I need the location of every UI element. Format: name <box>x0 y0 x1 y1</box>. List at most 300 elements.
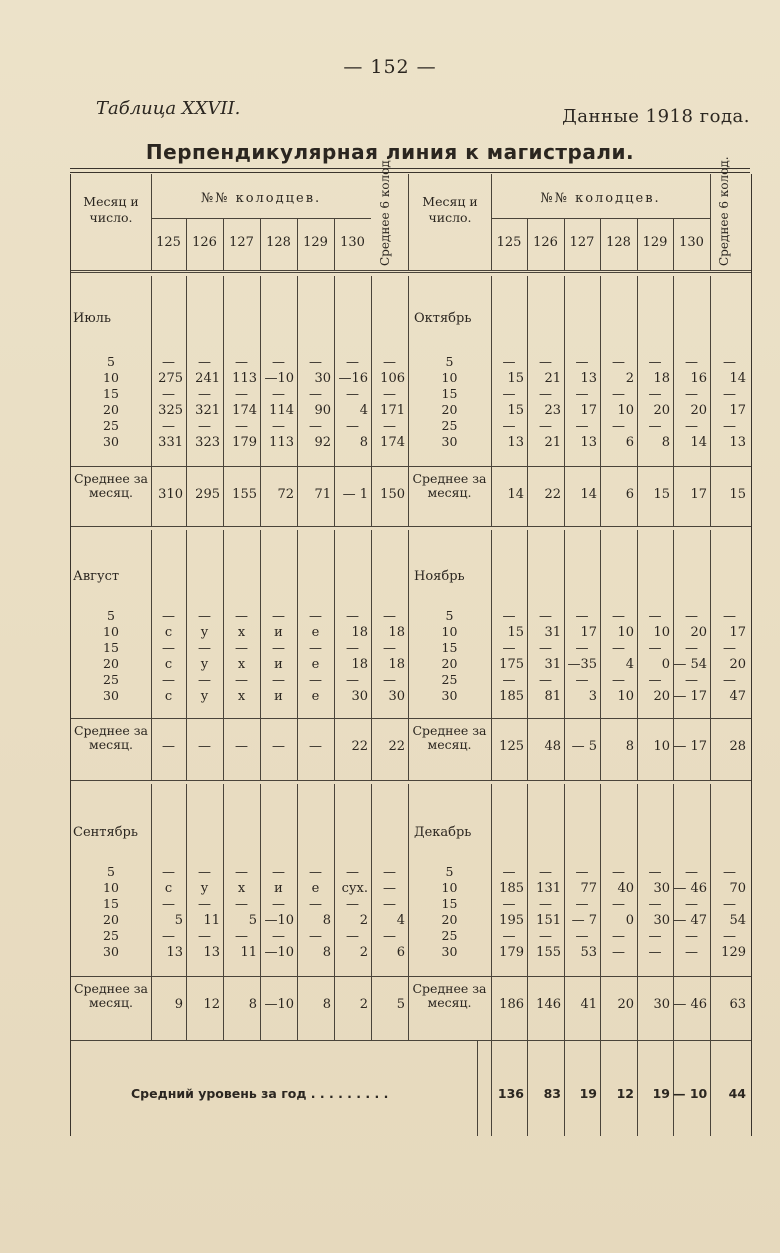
value-cell: с <box>164 657 173 672</box>
empty-cell: — <box>575 419 589 434</box>
well-number-header: 125 <box>156 235 181 250</box>
average-value: — 1 <box>342 487 368 502</box>
average-row-label: Среднее за месяц. <box>412 981 487 1011</box>
value-cell: 14 <box>690 435 707 450</box>
empty-cell: — <box>685 673 698 688</box>
empty-cell: — <box>383 673 396 688</box>
empty-cell: — <box>162 929 175 944</box>
top-rule <box>70 168 750 169</box>
empty-cell: — <box>198 929 211 944</box>
value-cell: 17 <box>729 403 746 418</box>
day-label: 5 <box>107 864 115 879</box>
empty-cell: — <box>539 609 552 624</box>
day-label: 10 <box>441 880 458 895</box>
empty-cell: — <box>383 419 396 434</box>
empty-cell: — <box>539 387 552 402</box>
value-cell: 8 <box>661 435 670 450</box>
well-number-header: 127 <box>229 235 254 250</box>
average-value: 186 <box>499 997 524 1012</box>
average-value: 2 <box>359 997 368 1012</box>
average-value: 41 <box>580 997 597 1012</box>
value-cell: 13 <box>203 945 220 960</box>
value-cell: 2 <box>359 913 368 928</box>
day-label: 20 <box>103 656 119 671</box>
value-cell: 20 <box>653 403 670 418</box>
month-name: Сентябрь <box>73 825 138 840</box>
empty-cell: — <box>235 897 248 912</box>
empty-cell: — <box>235 673 248 688</box>
empty-cell: — <box>198 897 211 912</box>
value-cell: 0 <box>625 913 634 928</box>
value-cell: 11 <box>203 913 220 928</box>
average-row-top-rule <box>71 718 751 719</box>
value-cell: 331 <box>158 435 183 450</box>
empty-cell: — <box>723 897 736 912</box>
average-value: 15 <box>653 487 670 502</box>
value-cell: 114 <box>269 403 294 418</box>
value-cell: —10 <box>264 913 294 928</box>
value-cell: — 54 <box>673 657 707 672</box>
empty-cell: — <box>685 387 698 402</box>
well-number-header: 125 <box>496 235 522 250</box>
empty-cell: — <box>235 387 248 402</box>
summary-value: 12 <box>616 1086 634 1101</box>
value-cell: 13 <box>580 435 597 450</box>
summary-value: 136 <box>497 1086 524 1101</box>
empty-cell: — <box>723 929 736 944</box>
empty-cell: — <box>198 387 211 402</box>
well-number-header: 130 <box>340 235 365 250</box>
value-cell: 174 <box>232 403 257 418</box>
average-row-top-rule <box>71 466 751 467</box>
empty-cell: — <box>685 609 698 624</box>
value-cell: 18 <box>388 657 405 672</box>
average-row-label: Среднее за месяц. <box>412 723 487 753</box>
value-cell: 18 <box>351 657 368 672</box>
empty-cell: — <box>346 355 359 370</box>
value-cell: 185 <box>499 689 524 704</box>
empty-cell: — <box>309 641 322 656</box>
empty-cell: — <box>235 641 248 656</box>
empty-cell: — <box>539 641 552 656</box>
well-number-header: 127 <box>569 235 595 250</box>
empty-cell: — <box>685 641 698 656</box>
value-cell: у <box>200 625 209 640</box>
header-column-rule <box>710 174 711 270</box>
month-day-header: Месяц и число. <box>422 194 478 225</box>
header-column-rule <box>491 174 492 270</box>
day-label: 25 <box>441 418 458 433</box>
average-value: 28 <box>729 739 746 754</box>
value-cell: 174 <box>380 435 405 450</box>
value-cell: 151 <box>536 913 561 928</box>
empty-cell: — <box>309 673 322 688</box>
empty-cell: — <box>272 673 285 688</box>
value-cell: 323 <box>195 435 220 450</box>
empty-cell: — <box>723 641 736 656</box>
average-value: 155 <box>232 487 257 502</box>
day-label: 15 <box>103 386 119 401</box>
value-cell: 40 <box>617 881 634 896</box>
well-number-header: 130 <box>679 235 704 250</box>
empty-cell: — <box>648 355 662 370</box>
value-cell: 20 <box>653 689 670 704</box>
empty-cell: — <box>502 865 516 880</box>
empty-cell: — <box>612 387 625 402</box>
day-label: 5 <box>445 608 454 623</box>
empty-cell: — <box>162 739 175 754</box>
day-label: 30 <box>103 688 119 703</box>
empty-cell: — <box>648 641 662 656</box>
value-cell: 4 <box>625 657 634 672</box>
value-cell: 129 <box>721 945 746 960</box>
empty-cell: — <box>612 355 625 370</box>
average-value: 20 <box>617 997 634 1012</box>
average-value: 6 <box>625 487 634 502</box>
month-day-header: Месяц и число. <box>83 194 139 225</box>
day-label: 25 <box>441 928 458 943</box>
wells-group-header: №№ колодцев. <box>540 191 661 206</box>
value-cell: у <box>200 657 209 672</box>
empty-cell: — <box>198 739 211 754</box>
day-label: 15 <box>441 896 458 911</box>
empty-cell: — <box>648 419 662 434</box>
average-value: 14 <box>507 487 524 502</box>
average-value: 72 <box>277 487 294 502</box>
value-cell: 77 <box>580 881 597 896</box>
empty-cell: — <box>539 355 552 370</box>
value-cell: 8 <box>322 913 331 928</box>
empty-cell: — <box>198 419 211 434</box>
value-cell: 10 <box>617 625 634 640</box>
empty-cell: — <box>235 865 248 880</box>
empty-cell: — <box>723 355 736 370</box>
empty-cell: — <box>575 673 589 688</box>
empty-cell: — <box>685 419 698 434</box>
value-cell: 92 <box>314 435 331 450</box>
value-cell: 31 <box>544 657 561 672</box>
value-cell: 23 <box>544 403 561 418</box>
empty-cell: — <box>648 609 662 624</box>
day-label: 10 <box>103 624 119 639</box>
value-cell: 2 <box>625 371 634 386</box>
empty-cell: — <box>272 419 285 434</box>
average-value: 295 <box>195 487 220 502</box>
average-value: — 17 <box>673 739 707 754</box>
value-cell: — 46 <box>673 881 707 896</box>
value-cell: 2 <box>359 945 368 960</box>
value-cell: — 7 <box>571 913 597 928</box>
day-label: 30 <box>441 944 458 959</box>
empty-cell: — <box>309 419 322 434</box>
value-cell: 10 <box>617 403 634 418</box>
empty-cell: — <box>309 609 322 624</box>
average-row-label: Среднее за месяц. <box>412 471 487 501</box>
well-number-header: 129 <box>303 235 328 250</box>
value-cell: е <box>311 657 320 672</box>
month-name: Июль <box>73 311 111 326</box>
value-cell: с <box>164 689 173 704</box>
value-cell: —16 <box>338 371 368 386</box>
empty-cell: — <box>502 897 516 912</box>
empty-cell: — <box>612 419 625 434</box>
empty-cell: — <box>309 897 322 912</box>
empty-cell: — <box>198 355 211 370</box>
empty-cell: — <box>383 865 396 880</box>
empty-cell: — <box>502 673 516 688</box>
value-cell: 8 <box>359 435 368 450</box>
empty-cell: — <box>539 897 552 912</box>
summary-value: 83 <box>543 1086 561 1101</box>
value-cell: 106 <box>380 371 405 386</box>
value-cell: х <box>237 625 246 640</box>
empty-cell: — <box>685 945 698 960</box>
day-label: 10 <box>103 880 119 895</box>
empty-cell: — <box>723 865 736 880</box>
value-cell: 171 <box>380 403 405 418</box>
empty-cell: — <box>383 881 396 896</box>
header-bottom-rule-2 <box>71 272 751 273</box>
empty-cell: — <box>346 419 359 434</box>
empty-cell: — <box>346 673 359 688</box>
empty-cell: — <box>309 355 322 370</box>
average-value: 8 <box>248 997 257 1012</box>
value-cell: 17 <box>580 625 597 640</box>
empty-cell: — <box>502 355 516 370</box>
month-name: Ноябрь <box>414 569 465 584</box>
average-value: —10 <box>264 997 294 1012</box>
empty-cell: — <box>612 929 625 944</box>
empty-cell: — <box>162 865 175 880</box>
value-cell: 14 <box>729 371 746 386</box>
value-cell: 21 <box>544 371 561 386</box>
empty-cell: — <box>575 387 589 402</box>
empty-cell: — <box>162 673 175 688</box>
average-column-header: Среднее 6 колод. <box>717 156 731 266</box>
day-label: 25 <box>103 418 119 433</box>
average-value: 71 <box>314 487 331 502</box>
empty-cell: — <box>383 609 396 624</box>
table-name: Таблица XXVII. <box>96 98 241 119</box>
empty-cell: — <box>502 609 516 624</box>
day-label: 15 <box>103 896 119 911</box>
day-label: 15 <box>103 640 119 655</box>
value-cell: 17 <box>729 625 746 640</box>
average-value: 22 <box>388 739 405 754</box>
empty-cell: — <box>502 387 516 402</box>
empty-cell: — <box>235 355 248 370</box>
month-name: Август <box>73 569 120 584</box>
average-row-label: Среднее за месяц. <box>73 723 149 753</box>
value-cell: е <box>311 625 320 640</box>
average-value: 10 <box>653 739 670 754</box>
empty-cell: — <box>648 387 662 402</box>
average-value: 8 <box>625 739 634 754</box>
empty-cell: — <box>648 865 662 880</box>
value-cell: 155 <box>536 945 561 960</box>
day-label: 20 <box>441 912 458 927</box>
empty-cell: — <box>346 929 359 944</box>
value-cell: у <box>200 881 209 896</box>
empty-cell: — <box>685 929 698 944</box>
value-cell: 11 <box>240 945 257 960</box>
value-cell: 6 <box>396 945 405 960</box>
value-cell: —10 <box>264 371 294 386</box>
average-value: 150 <box>380 487 405 502</box>
value-cell: е <box>311 881 320 896</box>
value-cell: 4 <box>396 913 405 928</box>
value-cell: —10 <box>264 945 294 960</box>
day-label: 30 <box>103 944 119 959</box>
empty-cell: — <box>539 419 552 434</box>
value-cell: 20 <box>690 625 707 640</box>
day-label: 5 <box>445 864 454 879</box>
top-rule-2 <box>70 172 750 173</box>
value-cell: х <box>237 657 246 672</box>
value-cell: 10 <box>617 689 634 704</box>
wells-group-rule <box>151 218 371 219</box>
value-cell: 30 <box>653 881 670 896</box>
value-cell: х <box>237 881 246 896</box>
average-value: 17 <box>690 487 707 502</box>
empty-cell: — <box>502 929 516 944</box>
average-value: 146 <box>536 997 561 1012</box>
day-label: 20 <box>441 402 458 417</box>
empty-cell: — <box>383 897 396 912</box>
empty-cell: — <box>612 609 625 624</box>
value-cell: и <box>274 881 283 896</box>
value-cell: 13 <box>729 435 746 450</box>
month-name: Октябрь <box>414 311 472 326</box>
well-number-header: 128 <box>266 235 291 250</box>
average-value: — 5 <box>571 739 597 754</box>
header-bottom-rule <box>71 270 751 271</box>
empty-cell: — <box>346 641 359 656</box>
value-cell: 15 <box>507 403 524 418</box>
empty-cell: — <box>346 897 359 912</box>
value-cell: 113 <box>232 371 257 386</box>
day-label: 25 <box>103 928 119 943</box>
empty-cell: — <box>502 419 516 434</box>
header-column-rule <box>408 174 409 270</box>
value-cell: 8 <box>322 945 331 960</box>
value-cell: 13 <box>507 435 524 450</box>
day-label: 30 <box>441 434 458 449</box>
empty-cell: — <box>723 419 736 434</box>
empty-cell: — <box>272 641 285 656</box>
empty-cell: — <box>346 865 359 880</box>
day-label: 10 <box>441 624 458 639</box>
header-column-rule <box>151 174 152 270</box>
empty-cell: — <box>162 419 175 434</box>
value-cell: 113 <box>269 435 294 450</box>
day-label: 25 <box>441 672 458 687</box>
empty-cell: — <box>272 865 285 880</box>
day-label: 20 <box>103 402 119 417</box>
average-value: 48 <box>544 739 561 754</box>
empty-cell: — <box>198 673 211 688</box>
empty-cell: — <box>612 897 625 912</box>
empty-cell: — <box>235 609 248 624</box>
day-label: 20 <box>103 912 119 927</box>
value-cell: 13 <box>580 371 597 386</box>
empty-cell: — <box>575 897 589 912</box>
empty-cell: — <box>162 355 175 370</box>
summary-value: 19 <box>579 1086 597 1101</box>
empty-cell: — <box>162 641 175 656</box>
value-cell: 21 <box>544 435 561 450</box>
empty-cell: — <box>272 609 285 624</box>
empty-cell: — <box>575 609 589 624</box>
empty-cell: — <box>612 865 625 880</box>
empty-cell: — <box>612 641 625 656</box>
value-cell: с <box>164 881 173 896</box>
summary-column-rule <box>477 1040 478 1136</box>
empty-cell: — <box>309 929 322 944</box>
day-label: 20 <box>441 656 458 671</box>
day-label: 10 <box>103 370 119 385</box>
average-value: 310 <box>158 487 183 502</box>
month-name: Декабрь <box>414 825 472 840</box>
empty-cell: — <box>346 387 359 402</box>
average-value: 12 <box>203 997 220 1012</box>
average-value: 22 <box>351 739 368 754</box>
average-value: 5 <box>396 997 405 1012</box>
empty-cell: — <box>723 673 736 688</box>
value-cell: 70 <box>729 881 746 896</box>
value-cell: 53 <box>580 945 597 960</box>
value-cell: 6 <box>625 435 634 450</box>
average-value: 63 <box>729 997 746 1012</box>
value-cell: х <box>237 689 246 704</box>
value-cell: 10 <box>653 625 670 640</box>
value-cell: 30 <box>388 689 405 704</box>
value-cell: 5 <box>248 913 257 928</box>
empty-cell: — <box>383 387 396 402</box>
value-cell: 18 <box>653 371 670 386</box>
empty-cell: — <box>272 355 285 370</box>
value-cell: 54 <box>729 913 746 928</box>
value-cell: е <box>311 689 320 704</box>
empty-cell: — <box>539 673 552 688</box>
summary-value: 19 <box>652 1086 670 1101</box>
value-cell: 0 <box>661 657 670 672</box>
year-label: Данные 1918 года. <box>562 106 750 127</box>
value-cell: 179 <box>499 945 524 960</box>
value-cell: 321 <box>195 403 220 418</box>
empty-cell: — <box>539 929 552 944</box>
empty-cell: — <box>272 929 285 944</box>
empty-cell: — <box>198 865 211 880</box>
value-cell: 30 <box>653 913 670 928</box>
empty-cell: — <box>309 387 322 402</box>
well-number-header: 128 <box>606 235 631 250</box>
empty-cell: — <box>612 673 625 688</box>
empty-cell: — <box>272 387 285 402</box>
value-cell: и <box>274 625 283 640</box>
day-label: 30 <box>103 434 119 449</box>
empty-cell: — <box>723 387 736 402</box>
empty-cell: — <box>198 609 211 624</box>
average-value: 8 <box>322 997 331 1012</box>
empty-cell: — <box>648 673 662 688</box>
day-label: 5 <box>107 608 115 623</box>
well-number-header: 129 <box>642 235 668 250</box>
empty-cell: — <box>383 355 396 370</box>
value-cell: 30 <box>351 689 368 704</box>
empty-cell: — <box>575 865 589 880</box>
value-cell: 325 <box>158 403 183 418</box>
